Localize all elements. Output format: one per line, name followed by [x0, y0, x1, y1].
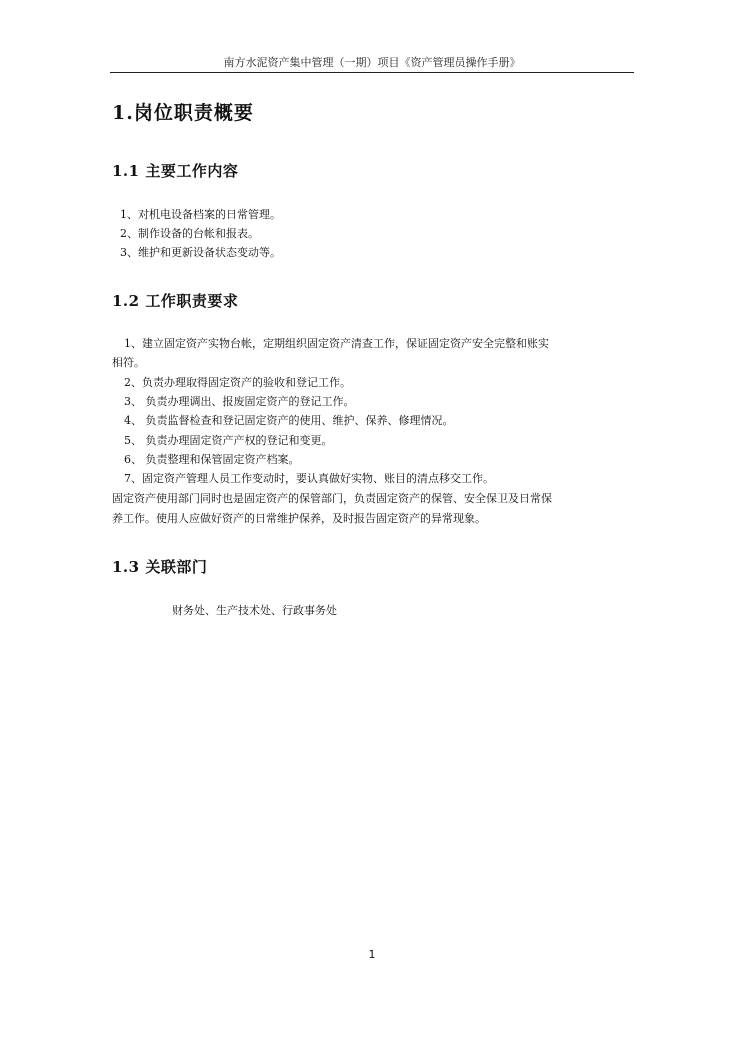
paragraph-line: 养工作。使用人应做好资产的日常维护保养，及时报告固定资产的异常现象。	[112, 512, 486, 525]
list-item: 2、制作设备的台帐和报表。	[120, 227, 259, 240]
list-item: 1、建立固定资产实物台帐，定期组织固定资产清查工作，保证固定资产安全完整和账实	[124, 337, 549, 350]
paragraph-line: 固定资产使用部门同时也是固定资产的保管部门，负责固定资产的保管、安全保卫及日常保	[112, 492, 552, 505]
list-item-continuation: 相符。	[112, 356, 145, 369]
list-item: 2、负责办理取得固定资产的验收和登记工作。	[124, 376, 351, 389]
list-item: 3、维护和更新设备状态变动等。	[120, 246, 281, 259]
list-item: 4、 负责监督检查和登记固定资产的使用、维护、保养、修理情况。	[124, 414, 454, 427]
page-number: 1	[368, 948, 376, 961]
section-1-3-heading: 1.3 关联部门	[112, 558, 208, 576]
list-item: 7、固定资产管理人员工作变动时，要认真做好实物、账目的清点移交工作。	[124, 472, 494, 485]
section-1-heading: 1.岗位职责概要	[112, 102, 254, 124]
page-header-title: 南方水泥资产集中管理（一期）项目《资产管理员操作手册》	[223, 56, 521, 69]
section-1-1-heading: 1.1 主要工作内容	[112, 162, 239, 180]
section-1-2-heading: 1.2 工作职责要求	[112, 292, 239, 310]
list-item: 5、 负责办理固定资产产权的登记和变更。	[124, 434, 333, 447]
list-item: 6、 负责整理和保管固定资产档案。	[124, 453, 300, 466]
header-divider	[110, 72, 634, 73]
list-item: 1、对机电设备档案的日常管理。	[120, 208, 281, 221]
departments-list: 财务处、生产技术处、行政事务处	[172, 604, 337, 617]
list-item: 3、 负责办理调出、报废固定资产的登记工作。	[124, 395, 355, 408]
